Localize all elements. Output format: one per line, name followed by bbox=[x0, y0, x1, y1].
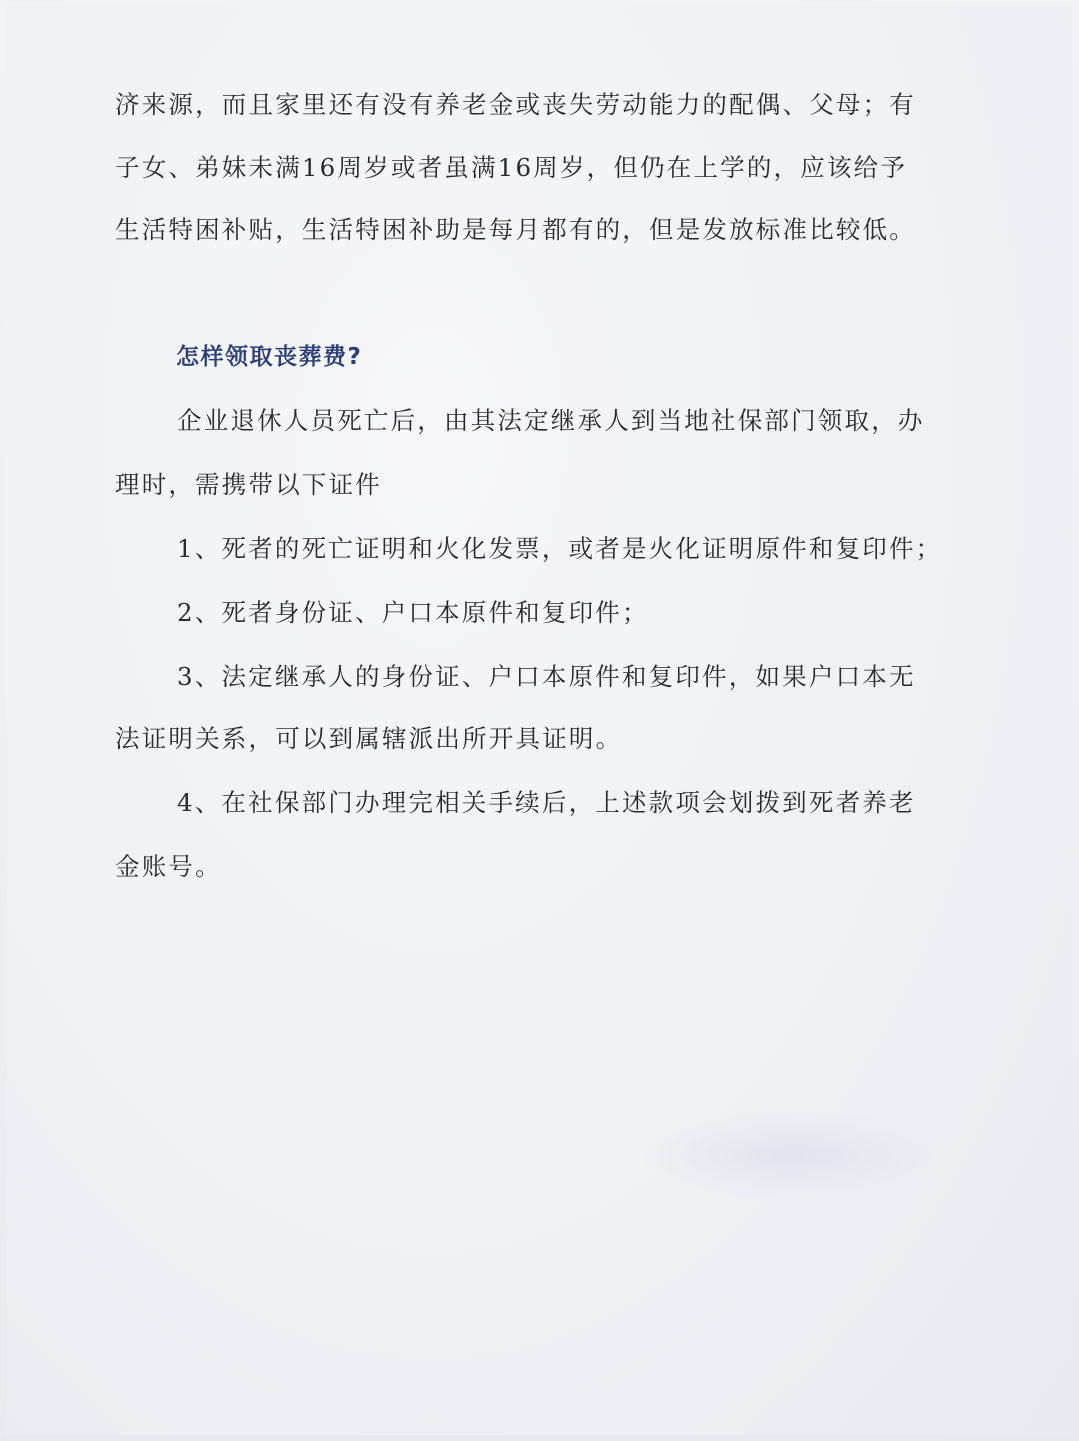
intro-line-1: 济来源，而且家里还有没有养老金或丧失劳动能力的配偶、父母；有 bbox=[115, 90, 916, 119]
section-heading: 怎样领取丧葬费? bbox=[176, 344, 363, 370]
list-item-3-line-2: 法证明关系，可以到属辖派出所开具证明。 bbox=[115, 724, 623, 753]
list-item-4-line-2: 金账号。 bbox=[115, 852, 222, 881]
paragraph-line-2: 理时，需携带以下证件 bbox=[115, 470, 382, 499]
paper-shadow bbox=[640, 1110, 940, 1200]
list-item-1: 1、死者的死亡证明和火化发票，或者是火化证明原件和复印件； bbox=[177, 534, 943, 563]
list-item-3-line-1: 3、法定继承人的身份证、户口本原件和复印件，如果户口本无 bbox=[177, 662, 916, 691]
paragraph-line-1: 企业退休人员死亡后，由其法定继承人到当地社保部门领取，办 bbox=[177, 406, 925, 435]
list-item-2: 2、死者身份证、户口本原件和复印件； bbox=[177, 598, 649, 627]
list-item-4-line-1: 4、在社保部门办理完相关手续后，上述款项会划拨到死者养老 bbox=[177, 788, 916, 817]
intro-line-2: 子女、弟妹未满16周岁或者虽满16周岁，但仍在上学的，应该给予 bbox=[115, 153, 908, 182]
intro-line-3: 生活特困补贴，生活特困补助是每月都有的，但是发放标准比较低。 bbox=[115, 215, 916, 244]
